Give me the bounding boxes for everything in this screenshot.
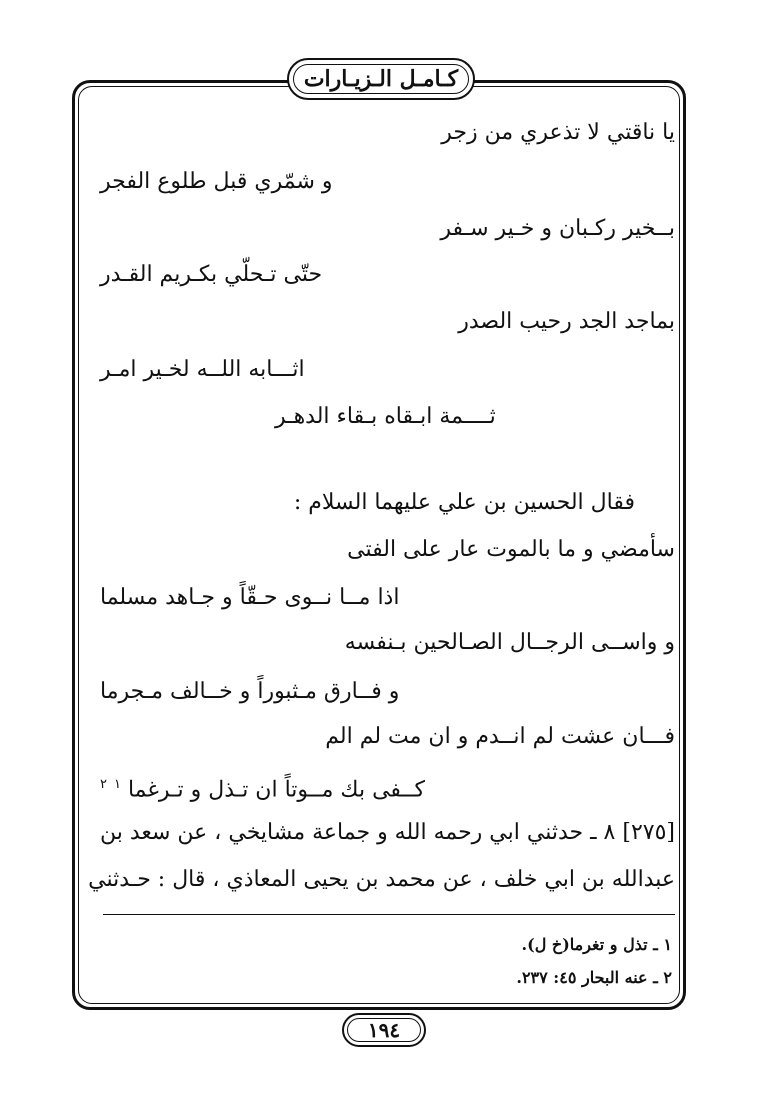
footnote-mark-2: ٢: [100, 777, 107, 792]
poem1-line-6: اثـــابه اللــه لخـير امـر: [100, 357, 305, 382]
speaker-intro: فقال الحسين بن علي عليهما السلام :: [293, 490, 635, 515]
prose-line-2: عبدالله بن ابي خلف ، عن محمد بن يحيى المعاذي ، قال : حـدثني: [88, 867, 675, 892]
poem2-line-4: و فــارق مـثبوراً و خــالف مـجرما: [100, 679, 400, 704]
poem2-line-5: فـــان عشت لم انــدم و ان مت لم الم: [325, 724, 675, 749]
poem1-line-1: يا ناقتي لا تذعري من زجر: [441, 120, 675, 145]
poem2-line-6: [100, 770, 425, 805]
poem1-line-4: حتّى تـحلّي بكـريم القـدر: [100, 262, 323, 287]
poem2-line-2: اذا مــا نــوى حـقّاً و جـاهد مسلما: [100, 585, 400, 610]
running-header: [287, 58, 475, 100]
footnote-2: ٢ ـ عنه البحار ٤٥: ٢٣٧.: [516, 968, 672, 987]
poem1-line-2: و شمّري قبل طلوع الفجر: [100, 169, 333, 194]
poem2-line-6-text: كــفى بك مــوتاً ان تـذل و تـرغما: [127, 777, 425, 803]
poem2-line-3: و واســى الرجــال الصـالحين بـنفسه: [344, 630, 675, 655]
page-number-badge: [342, 1013, 426, 1047]
running-header-title: كـامـل الـزيـارات: [303, 66, 459, 92]
poem1-line-7: ثــــمة ابـقاه بـقاء الدهـر: [275, 404, 496, 429]
footnote-separator: [103, 914, 675, 915]
poem1-line-5: بماجد الجد رحيب الصدر: [458, 309, 675, 334]
footnote-1: ١ ـ تذل و تغرما(خ ل).: [521, 935, 672, 954]
footnote-mark-1: ١: [113, 777, 121, 792]
poem1-line-3: بــخير ركـبان و خـير سـفر: [440, 216, 675, 241]
poem2-line-1: سأمضي و ما بالموت عار على الفتى: [347, 537, 675, 562]
prose-line-1: [٢٧٥] ٨ ـ حدثني ابي رحمه الله و جماعة مشايخي ، عن سعد بن: [99, 820, 675, 845]
page-number: ١٩٤: [367, 1018, 401, 1042]
